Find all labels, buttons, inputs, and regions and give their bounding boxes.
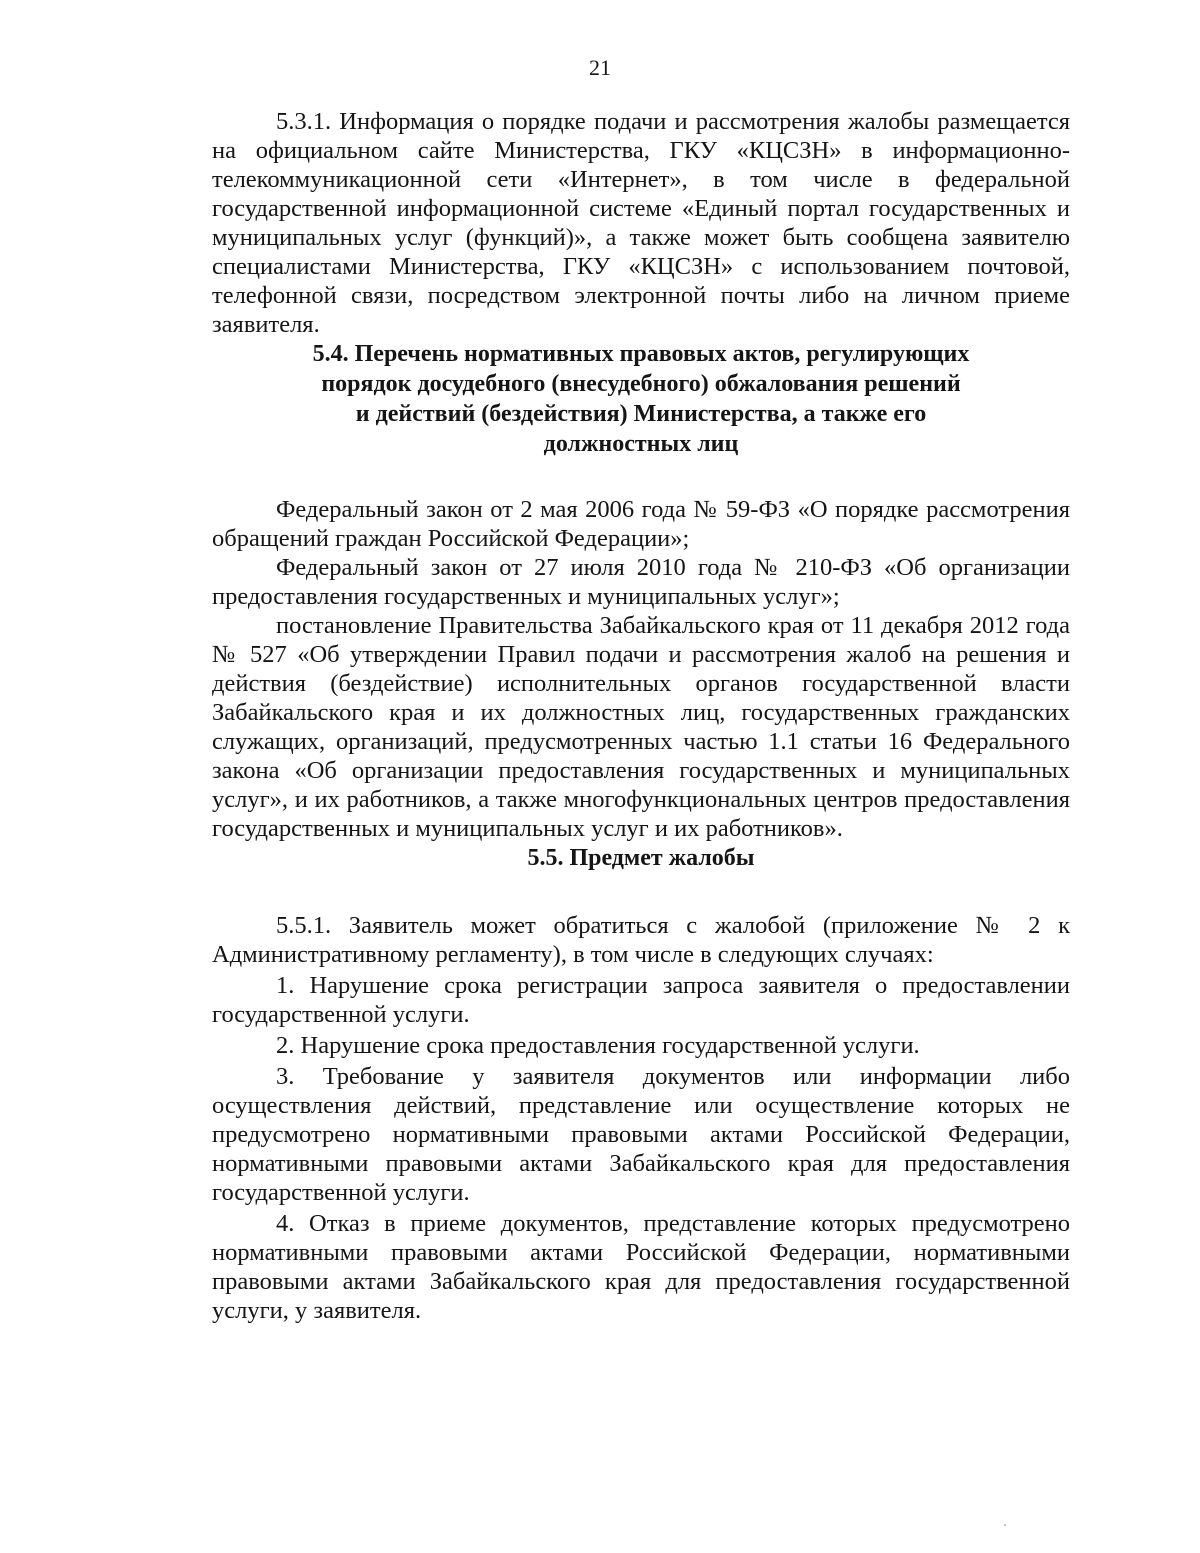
page-content bbox=[212, 107, 1070, 1327]
complaint-case-item: 5.5.1. Заявитель может обратиться с жалобой (приложение № 2 к Административному регламенту), в том числе в следующих случаях: bbox=[212, 912, 1070, 968]
legal-act-item: Федеральный закон от 2 мая 2006 года № 59-ФЗ «О порядке рассмотрения обращений граждан Российской Федерации»; bbox=[212, 496, 1070, 552]
heading-line: должностных лиц bbox=[543, 431, 739, 457]
heading-line: 5.4. Перечень нормативных правовых актов, регулирующих bbox=[312, 341, 970, 367]
section-heading-5-4 bbox=[212, 339, 1070, 459]
page-number: 21 bbox=[589, 55, 611, 80]
legal-acts-list bbox=[212, 495, 1070, 843]
complaint-case-item: 2. Нарушение срока предоставления государственной услуги. bbox=[276, 1032, 920, 1059]
paragraph-5-3-1: 5.3.1. Информация о порядке подачи и рассмотрения жалобы размещается на официальном сайте Министерства, ГКУ «КЦСЗН» в информационно-телекоммуникационной сети «Интернет», в том числе в федеральной государственной информационной системе «Единый портал государственных и муниципальных услуг (функций)», а также может быть сообщена заявителю специалистами Министерства, ГКУ «КЦСЗН» с использованием почтовой, телефонной связи, посредством электронной почты либо на личном приеме заявителя. bbox=[212, 108, 1070, 338]
legal-act-item: Федеральный закон от 27 июля 2010 года № 210-ФЗ «Об организации предоставления государственных и муниципальных услуг»; bbox=[212, 554, 1070, 610]
heading-line: и действий (бездействия) Министерства, а также его bbox=[355, 401, 927, 427]
complaint-case-item: 1. Нарушение срока регистрации запроса заявителя о предоставлении государственной услуги. bbox=[212, 972, 1070, 1028]
heading-line: порядок досудебного (внесудебного) обжалования решений bbox=[321, 371, 961, 397]
complaint-case-item: 3. Требование у заявителя документов или информации либо осуществления действий, представление или осуществление которых не предусмотрено нормативными правовыми актами Российской Федерации, нормативными правовыми актами Забайкальского края для предоставления государственной услуги. bbox=[212, 1063, 1070, 1206]
complaint-case-item: 4. Отказ в приеме документов, представление которых предусмотрено нормативными правовыми актами Российской Федерации, нормативными правовыми актами Забайкальского края для предоставления государственной услуги, у заявителя. bbox=[212, 1210, 1070, 1324]
complaint-subject-list bbox=[212, 911, 1070, 1325]
scan-speck bbox=[1004, 1524, 1006, 1526]
section-heading-5-5: 5.5. Предмет жалобы bbox=[527, 845, 755, 871]
legal-act-item: постановление Правительства Забайкальского края от 11 декабря 2012 года № 527 «Об утверждении Правил подачи и рассмотрения жалоб на решения и действия (бездействие) исполнительных органов государственной власти Забайкальского края и их должностных лиц, государственных гражданских служащих, организаций, предусмотренных частью 1.1 статьи 16 Федерального закона «Об организации предоставления государственных и муниципальных услуг», и их работников, а также многофункциональных центров предоставления государственных и муниципальных услуг и их работников». bbox=[212, 612, 1070, 842]
